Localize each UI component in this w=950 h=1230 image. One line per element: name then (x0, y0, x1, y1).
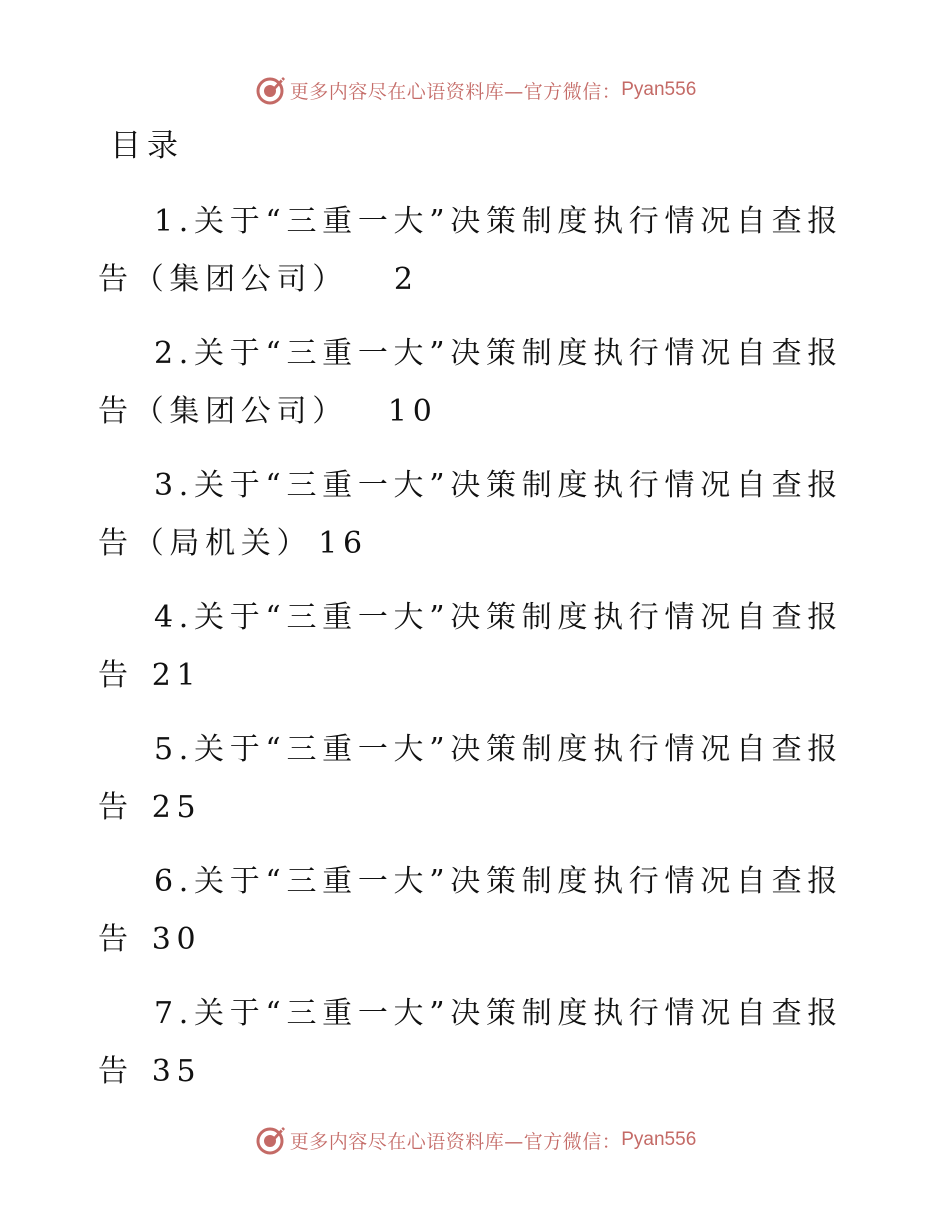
toc-entry-continuation (98, 1043, 843, 1101)
toc-title: 目录 (110, 128, 184, 164)
toc-entry-title: 5.关于“三重一大”决策制度执行情况自查报 (154, 732, 843, 767)
toc-entry-title: 2.关于“三重一大”决策制度执行情况自查报 (154, 336, 843, 371)
pen-logo-icon (254, 1124, 286, 1156)
toc-entry (98, 589, 843, 705)
toc-page-number: 35 (151, 1054, 202, 1089)
toc-entry-title: 3.关于“三重一大”决策制度执行情况自查报 (154, 468, 843, 503)
toc-page-number: 16 (318, 526, 368, 561)
watermark-wechat-id: Pyan556 (621, 79, 697, 100)
watermark-wechat-id: Pyan556 (621, 1129, 697, 1150)
toc-page-number: 30 (151, 922, 202, 957)
toc-entry-title-end: 告（集团公司） (98, 262, 348, 297)
watermark-text: 更多内容尽在心语资料库—官方微信： (289, 1130, 622, 1153)
toc-entry-title-end: 告 (98, 790, 134, 825)
toc-entry-continuation (98, 647, 843, 705)
toc-page-number: 10 (387, 394, 438, 429)
toc-entry (98, 853, 843, 969)
toc-entry-title: 1.关于“三重一大”决策制度执行情况自查报 (154, 204, 843, 239)
header-watermark (0, 72, 950, 108)
footer-watermark (0, 1122, 950, 1158)
toc-entry (98, 193, 843, 309)
toc-page-number: 21 (151, 658, 202, 693)
toc-entry-continuation (98, 779, 843, 837)
toc-page-number: 25 (151, 790, 202, 825)
watermark-text: 更多内容尽在心语资料库—官方微信： (289, 80, 622, 103)
toc-entry-continuation (98, 383, 843, 441)
toc-entry-title-end: 告 (98, 922, 134, 957)
toc-entry-title-end: 告（集团公司） (98, 394, 348, 429)
toc-entry-title: 6.关于“三重一大”决策制度执行情况自查报 (154, 864, 843, 899)
toc-entry (98, 721, 843, 837)
pen-logo-icon (254, 74, 286, 106)
toc-entry-title-end: 告 (98, 658, 134, 693)
toc-entry (98, 457, 843, 573)
toc-entry-continuation (98, 911, 843, 969)
toc-entry-title-end: 告（局机关） (98, 526, 313, 561)
toc-entry (98, 985, 843, 1101)
toc-entry-continuation (98, 251, 843, 309)
toc-entry (98, 325, 843, 441)
toc-entry-title: 7.关于“三重一大”决策制度执行情况自查报 (154, 996, 843, 1031)
toc-entry-title-end: 告 (98, 1054, 134, 1089)
toc-entry-continuation (98, 515, 843, 573)
toc-entry-title: 4.关于“三重一大”决策制度执行情况自查报 (154, 600, 843, 635)
toc-page-number: 2 (393, 262, 419, 297)
